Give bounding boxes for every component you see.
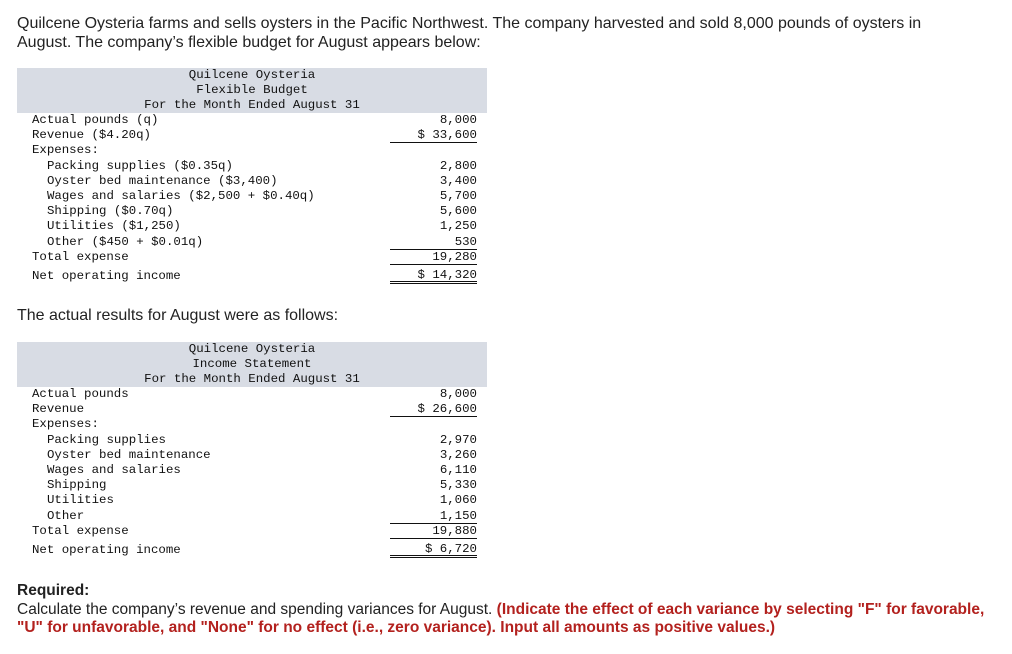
amount-cell: 8,000 <box>439 113 477 127</box>
table-row <box>17 402 487 417</box>
required-text-block <box>17 601 997 638</box>
table-row <box>17 174 487 189</box>
line-item-label: Packing supplies ($0.35q) <box>47 158 233 173</box>
amount-cell: 5,330 <box>439 478 477 493</box>
line-item-label: Revenue ($4.20q) <box>32 128 151 143</box>
table-row <box>17 189 487 204</box>
amount-cell: 530 <box>390 235 477 250</box>
amount-cell: 2,800 <box>439 158 477 173</box>
required-heading: Required: <box>17 582 90 599</box>
amount-cell: $ 33,600 <box>390 128 477 143</box>
table-header <box>17 342 487 387</box>
table-row <box>17 478 487 493</box>
table-row <box>17 509 487 524</box>
amount-cell: $ 26,600 <box>390 402 477 417</box>
company-name: Quilcene Oysteria <box>188 68 316 82</box>
table-header <box>17 68 487 113</box>
line-item-label: Other <box>47 508 85 523</box>
table-row <box>17 128 487 143</box>
line-item-label: Revenue <box>32 402 85 417</box>
line-item-label: Actual pounds (q) <box>32 113 159 127</box>
actual-results-lead: The actual results for August were as follows: <box>17 307 339 324</box>
line-item-label: Other ($450 + $0.01q) <box>47 234 204 249</box>
table-row <box>17 235 487 250</box>
table-row <box>17 159 487 174</box>
line-item-label: Total expense <box>32 523 129 538</box>
amount-cell: 19,280 <box>390 250 477 265</box>
table-row <box>17 204 487 219</box>
amount-cell: 1,060 <box>439 493 477 508</box>
line-item-label: Utilities <box>47 493 114 508</box>
line-item-label: Oyster bed maintenance ($3,400) <box>47 173 278 188</box>
table-row <box>17 250 487 265</box>
required-section <box>17 582 997 638</box>
amount-cell: 8,000 <box>439 387 477 401</box>
line-item-label: Actual pounds <box>32 387 129 401</box>
table-row <box>17 524 487 539</box>
line-item-label: Wages and salaries <box>47 462 181 477</box>
line-item-label: Net operating income <box>32 268 181 283</box>
table-row <box>17 387 487 402</box>
line-item-label: Oyster bed maintenance <box>47 447 211 462</box>
line-item-label: Expenses: <box>32 417 99 432</box>
line-item-label: Utilities ($1,250) <box>47 219 181 234</box>
table-row <box>17 219 487 234</box>
table-row <box>17 493 487 508</box>
amount-cell: 3,400 <box>439 173 477 188</box>
line-item-label: Packing supplies <box>47 432 166 447</box>
line-item-label: Total expense <box>32 249 129 264</box>
amount-cell: 6,110 <box>439 462 477 477</box>
income-statement-table <box>17 342 487 558</box>
statement-title: Income Statement <box>192 357 312 371</box>
table-row <box>17 543 487 558</box>
table-row <box>17 113 487 128</box>
table-row <box>17 463 487 478</box>
table-row <box>17 448 487 463</box>
statement-period: For the Month Ended August 31 <box>144 372 360 386</box>
company-name: Quilcene Oysteria <box>188 342 316 356</box>
amount-cell: $ 14,320 <box>390 269 477 284</box>
amount-cell: $ 6,720 <box>390 543 477 558</box>
required-instruction: (Indicate the effect of each variance by selecting "F" for favorable, "U" for unfavorable, and "None" for no effect (i.e., zero variance). Input all amounts as positive values.) <box>17 600 985 636</box>
amount-cell: 5,700 <box>439 188 477 203</box>
problem-intro: Quilcene Oysteria farms and sells oysters in the Pacific Northwest. The company harvested and sold 8,000 pounds of oysters in August. The company’s flexible budget for August appears below: <box>17 15 922 51</box>
table-row <box>17 433 487 448</box>
statement-period: For the Month Ended August 31 <box>144 98 360 112</box>
table-row <box>17 143 487 158</box>
required-text: Calculate the company’s revenue and spending variances for August. <box>17 600 493 618</box>
line-item-label: Expenses: <box>32 143 99 158</box>
table-row <box>17 269 487 284</box>
line-item-label: Shipping <box>47 478 107 493</box>
amount-cell: 5,600 <box>439 204 477 219</box>
line-item-label: Shipping ($0.70q) <box>47 204 174 219</box>
statement-title: Flexible Budget <box>196 83 308 97</box>
line-item-label: Net operating income <box>32 542 181 557</box>
amount-cell: 1,150 <box>390 509 477 524</box>
amount-cell: 2,970 <box>439 432 477 447</box>
flexible-budget-table <box>17 68 487 284</box>
line-item-label: Wages and salaries ($2,500 + $0.40q) <box>47 188 315 203</box>
table-row <box>17 417 487 432</box>
amount-cell: 19,880 <box>390 524 477 539</box>
amount-cell: 1,250 <box>439 219 477 234</box>
amount-cell: 3,260 <box>439 447 477 462</box>
